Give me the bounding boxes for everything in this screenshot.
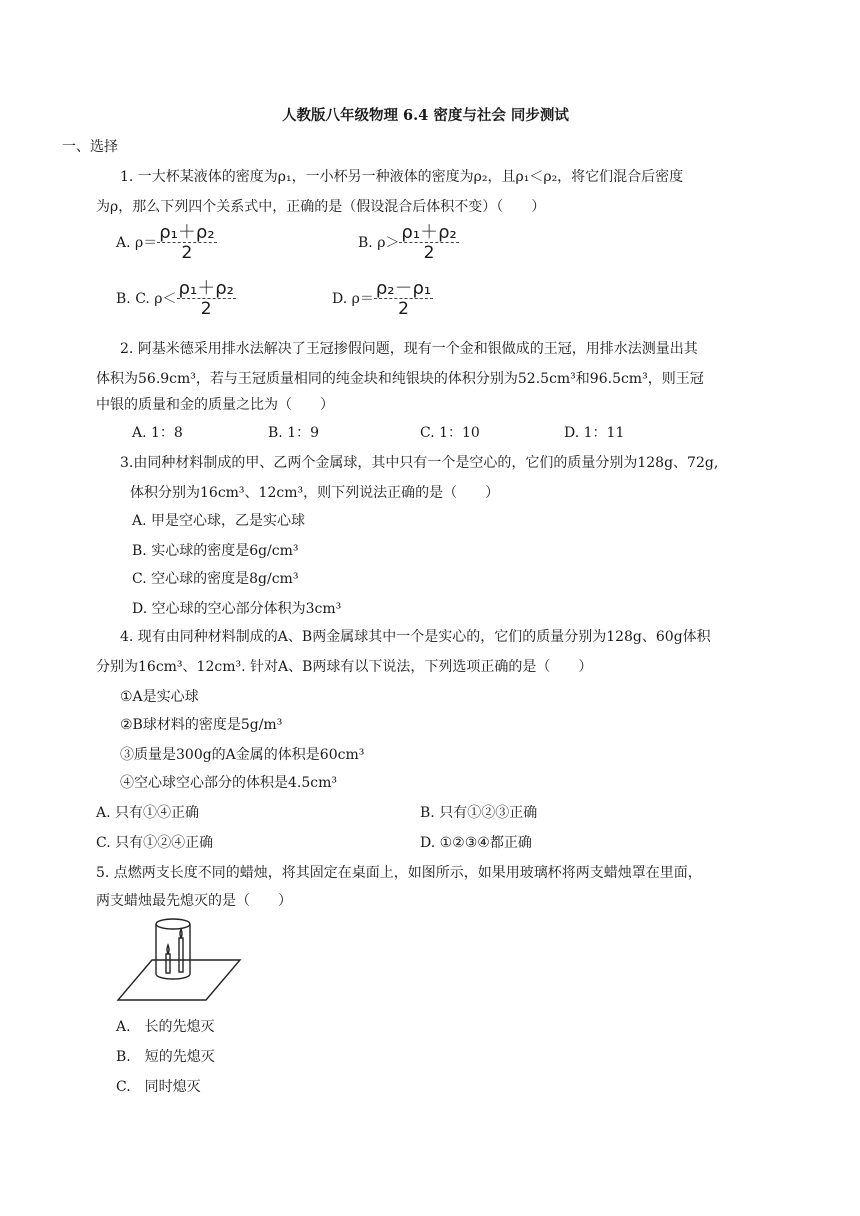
- q2-option-a: A. 1：8: [132, 425, 183, 441]
- q3-option-d: D. 空心球的空心部分体积为3cm³: [132, 601, 342, 617]
- fraction-numerator: ρ₂－ρ₁: [375, 278, 432, 299]
- q2-option-b: B. 1：9: [268, 425, 320, 441]
- q5-option-c: C. 同时熄灭: [116, 1079, 201, 1095]
- q1-option-a: [116, 224, 217, 262]
- q4-option-b: B. 只有①②③正确: [420, 805, 538, 821]
- fraction-sum: [399, 224, 458, 262]
- q1-option-d: [332, 280, 433, 318]
- fraction-numerator: ρ₁＋ρ₂: [178, 278, 234, 299]
- fraction-denominator: 2: [181, 243, 193, 263]
- q5-line1: 5. 点燃两支长度不同的蜡烛，将其固定在桌面上，如图所示，如果用玻璃杯将两支蜡烛罩在里面，: [96, 865, 702, 881]
- q1-option-c-label: B. C. ρ＜: [116, 291, 177, 307]
- q3-line1: 3.由同种材料制成的甲、乙两个金属球，其中只有一个是空心的，它们的质量分别为128g、72g,: [120, 455, 719, 471]
- q4-line1: 4. 现有由同种材料制成的A、B两金属球其中一个是实心的，它们的质量分别为128g、60g体积: [120, 629, 711, 645]
- q3-option-a: A. 甲是空心球，乙是实心球: [132, 513, 306, 529]
- q2-option-c: C. 1：10: [420, 425, 480, 441]
- fraction-denominator: 2: [423, 243, 435, 263]
- glass-top: [156, 919, 190, 929]
- q4-option-c: C. 只有①②④正确: [96, 835, 214, 851]
- fraction-sum: [157, 224, 216, 262]
- q2-option-d: D. 1：11: [564, 425, 625, 441]
- q1-option-a-label: A. ρ＝: [116, 235, 158, 251]
- fraction-numerator: ρ₁＋ρ₂: [159, 222, 215, 243]
- q1-option-d-label: D. ρ＝: [332, 291, 374, 307]
- q4-option-d: D. ①②③④都正确: [420, 835, 532, 851]
- q4-statement-3: ③质量是300g的A金属的体积是60cm³: [120, 747, 365, 763]
- long-candle: [179, 938, 183, 972]
- q2-line1: 2. 阿基米德采用排水法解决了王冠掺假问题，现有一个金和银做成的王冠，用排水法测量出其: [120, 341, 698, 357]
- q5-option-b: B. 短的先熄灭: [116, 1049, 215, 1065]
- page-title: 人教版八年级物理 6.4 密度与社会 同步测试: [282, 107, 569, 124]
- q4-statement-1: ①A是实心球: [120, 689, 199, 705]
- fraction-sum: [177, 280, 236, 318]
- q5-line2: 两支蜡烛最先熄灭的是（ ）: [96, 893, 292, 909]
- q4-statement-4: ④空心球空心部分的体积是4.5cm³: [120, 775, 337, 791]
- q4-line2: 分别为16cm³、12cm³. 针对A、B两球有以下说法，下列选项正确的是（ ）: [96, 659, 593, 675]
- q5-option-a: A. 长的先熄灭: [116, 1019, 215, 1035]
- q2-line3: 中银的质量和金的质量之比为（ ）: [96, 397, 334, 413]
- q4-statement-2: ②B球材料的密度是5g/m³: [120, 717, 283, 733]
- q3-option-b: B. 实心球的密度是6g/cm³: [132, 543, 299, 559]
- fraction-numerator: ρ₁＋ρ₂: [401, 222, 457, 243]
- q4-option-a: A. 只有①④正确: [96, 805, 200, 821]
- q2-line2: 体积为56.9cm³，若与王冠质量相同的纯金块和纯银块的体积分别为52.5cm³和96.5cm³，则王冠: [96, 371, 704, 387]
- short-candle: [166, 954, 170, 973]
- q3-line2: 体积分别为16cm³、12cm³，则下列说法正确的是（ ）: [130, 485, 500, 501]
- q1-line2: 为ρ，那么下列四个关系式中，正确的是（假设混合后体积不变）（ ）: [96, 199, 546, 215]
- q3-option-c: C. 空心球的密度是8g/cm³: [132, 571, 299, 587]
- fraction-denominator: 2: [398, 299, 409, 319]
- section-heading: 一、选择: [62, 139, 118, 155]
- candle-glass-figure: [116, 914, 242, 1004]
- fraction-diff: [374, 280, 433, 318]
- fraction-denominator: 2: [200, 299, 212, 319]
- q1-line1: 1. 一大杯某液体的密度为ρ₁，一小杯另一种液体的密度为ρ₂，且ρ₁＜ρ₂，将它们混合后密度: [120, 169, 684, 185]
- q1-option-b-label: B. ρ＞: [358, 235, 400, 251]
- q1-option-b: [358, 224, 459, 262]
- q1-option-c: [116, 280, 236, 318]
- short-candle-flame: [167, 945, 169, 954]
- long-candle-flame: [180, 929, 182, 938]
